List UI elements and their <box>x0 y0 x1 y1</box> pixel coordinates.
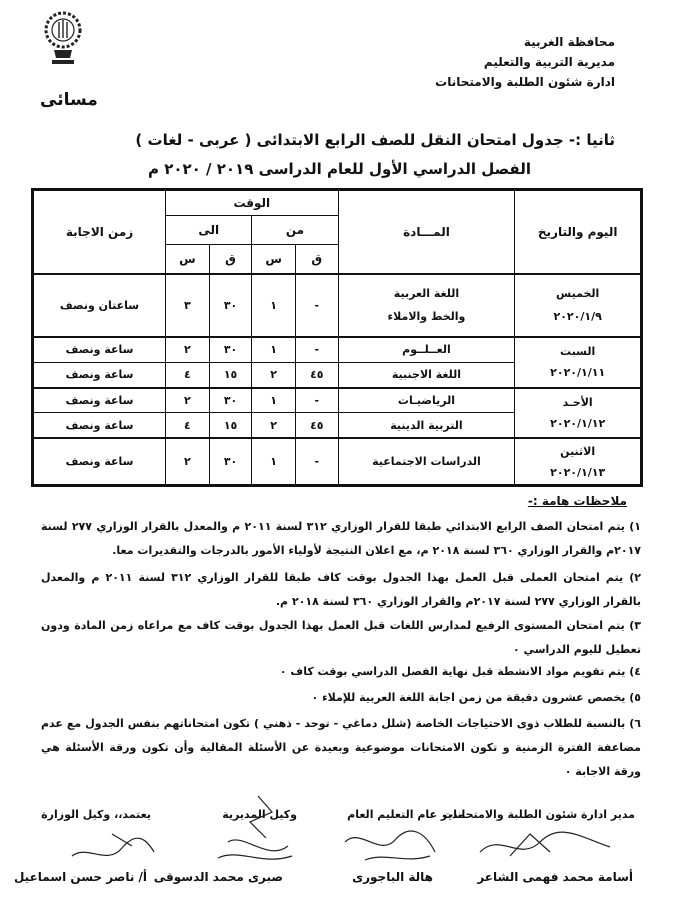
to-minute-cell: ٣٠ <box>209 274 252 337</box>
header-to: الى <box>166 216 252 244</box>
header-day-date: اليوم والتاريخ <box>515 191 641 274</box>
from-hour-cell: ١ <box>252 438 296 484</box>
from-minute-cell: - <box>295 337 338 362</box>
day-name: الاثنين <box>560 444 596 458</box>
to-hour-cell: ٤ <box>166 362 210 387</box>
signature-scribble-icon <box>208 792 300 868</box>
from-minute-cell: ٤٥ <box>295 362 338 387</box>
header-block <box>385 32 615 92</box>
subject-cell <box>338 274 515 337</box>
signature-name: أ/ ناصر حسن اسماعيل <box>13 870 147 884</box>
header-to-minute: ق <box>209 244 252 274</box>
from-hour-cell: ٢ <box>252 413 296 438</box>
signature-title: مدير عام التعليم العام <box>347 808 465 821</box>
header-time: الوقت <box>166 191 339 216</box>
day-cell <box>515 337 641 388</box>
note-item: ٤) يتم تقويم مواد الانشطة قبل نهاية الفصل الدراسي بوقت كاف ٠ <box>279 665 641 678</box>
duration-cell: ساعتان ونصف <box>34 274 166 337</box>
header-from-minute: ق <box>295 244 338 274</box>
to-hour-cell: ٣ <box>166 274 210 337</box>
signature-title: يعتمد،، وكيل الوزارة <box>41 808 151 821</box>
from-hour-cell: ١ <box>252 337 296 362</box>
day-date: ٢٠٢٠/١/١٢ <box>550 416 606 430</box>
signature-title: وكيل المديرية <box>222 808 297 821</box>
to-hour-cell: ٢ <box>166 388 210 413</box>
day-date: ٢٠٢٠/١/١٣ <box>550 465 606 479</box>
signature-scribble-icon <box>62 826 162 870</box>
to-hour-cell: ٢ <box>166 337 210 362</box>
to-minute-cell: ٣٠ <box>209 438 252 484</box>
day-cell <box>515 438 641 484</box>
subject-cell: اللغة الاجنبية <box>338 362 515 387</box>
header-from-hour: س <box>252 244 296 274</box>
schedule-title: ثانيا :- جدول امتحان النقل للصف الرابع الابتدائى ( عربى - لغات ) <box>135 131 615 149</box>
subject-cell: الدراسات الاجتماعية <box>338 438 515 484</box>
day-cell <box>515 274 641 337</box>
subject-cell: الرياضيـات <box>338 388 515 413</box>
department-label: ادارة شئون الطلبة والامتحانات <box>435 75 615 89</box>
exam-schedule-table <box>31 188 643 487</box>
from-hour-cell: ١ <box>252 388 296 413</box>
signature-name: صبرى محمد الدسوقى <box>153 870 283 884</box>
from-minute-cell: ٤٥ <box>295 413 338 438</box>
to-minute-cell: ٣٠ <box>209 388 252 413</box>
table-row <box>34 438 641 484</box>
note-item: ٣) يتم امتحان المستوى الرفيع لمدارس اللغات قبل العمل بهذا الجدول بوقت كاف مع مراعاه زمن المادة ودون تعطيل لليوم الدراسي ٠ <box>41 619 641 656</box>
day-name: الأحـد <box>562 395 593 409</box>
to-minute-cell: ١٥ <box>209 362 252 387</box>
table-row <box>34 388 641 413</box>
directorate-label: مديرية التربية والتعليم <box>483 55 615 69</box>
day-date: ٢٠٢٠/١/٩ <box>553 310 602 324</box>
signature-scribble-icon <box>470 822 620 868</box>
subject-cell: التربية الدينية <box>338 413 515 438</box>
note-item: ١) يتم امتحان الصف الرابع الابتدائي طبقا للقرار الوزاري ٣١٢ لسنة ٢٠١١ م والمعدل بالقرار الوزاري ٢٧٧ لسنة ٢٠١٧م والقرار الوزاري ٣٦٠ لسنة ٢٠١٨ م، مع اعلان النتيجة لأولياء الأمور بالدرجات والتقديرات معا. <box>41 520 641 557</box>
header-from: من <box>252 216 338 244</box>
table-row <box>34 337 641 362</box>
signature-name: أسامة محمد فهمى الشاعر <box>477 870 633 884</box>
note-item: ٦) بالنسبة للطلاب ذوى الاحتياجات الخاصة (شلل دماغي - توحد - ذهني ) تكون امتحاناتهم بنفس الجدول مع عدم مضاعفة الفترة الزمنية و تكون الامتحانات موضوعية وبعيدة عن الأسئلة المقالية وأن تكون ورقة الأسئلة هي ورقة الاجابة ٠ <box>41 717 641 778</box>
header-subject: المـــادة <box>338 191 515 274</box>
note-item: ٥) يخصص عشرون دقيقة من زمن اجابة اللغة العربية للإملاء ٠ <box>311 691 641 704</box>
ministry-logo-icon <box>40 6 86 68</box>
to-minute-cell: ١٥ <box>209 413 252 438</box>
notes-title: ملاحظات هامة :- <box>527 494 627 508</box>
from-minute-cell: - <box>295 388 338 413</box>
day-name: السبت <box>560 345 596 359</box>
session-label: مسائى <box>40 90 98 110</box>
table-row <box>34 274 641 337</box>
header-duration: زمن الاجابة <box>34 191 166 274</box>
subject-line: اللغة العربية <box>393 287 460 301</box>
duration-cell: ساعة ونصف <box>34 438 166 484</box>
day-name: الخميس <box>556 287 600 301</box>
signature-scribble-icon <box>335 822 445 868</box>
signature-title: مدير ادارة شئون الطلبة والامتحانات <box>442 808 635 821</box>
day-date: ٢٠٢٠/١/١١ <box>550 366 606 380</box>
subject-cell: العــلــوم <box>338 337 515 362</box>
from-minute-cell: - <box>295 438 338 484</box>
day-cell <box>515 388 641 439</box>
subject-line: والخط والاملاء <box>387 310 466 324</box>
from-hour-cell: ١ <box>252 274 296 337</box>
header-to-hour: س <box>166 244 210 274</box>
from-minute-cell: - <box>295 274 338 337</box>
to-hour-cell: ٢ <box>166 438 210 484</box>
governorate-label: محافظة الغربية <box>523 35 615 49</box>
duration-cell: ساعة ونصف <box>34 362 166 387</box>
duration-cell: ساعة ونصف <box>34 337 166 362</box>
semester-title: الفصل الدراسي الأول للعام الدراسى ٢٠١٩ / ٢٠٢٠ م <box>147 160 532 178</box>
note-item: ٢) يتم امتحان العملى قبل العمل بهذا الجدول بوقت كاف طبقا للقرار الوزاري ٣١٢ لسنة ٢٠١١ م والمعدل بالقرار الوزاري ٢٧٧ لسنة ٢٠١٧م والقرار الوزاري ٣٦٠ لسنة ٢٠١٨ م. <box>41 571 641 608</box>
to-minute-cell: ٣٠ <box>209 337 252 362</box>
to-hour-cell: ٤ <box>166 413 210 438</box>
signature-name: هالة الباجورى <box>352 870 433 884</box>
duration-cell: ساعة ونصف <box>34 413 166 438</box>
from-hour-cell: ٢ <box>252 362 296 387</box>
duration-cell: ساعة ونصف <box>34 388 166 413</box>
